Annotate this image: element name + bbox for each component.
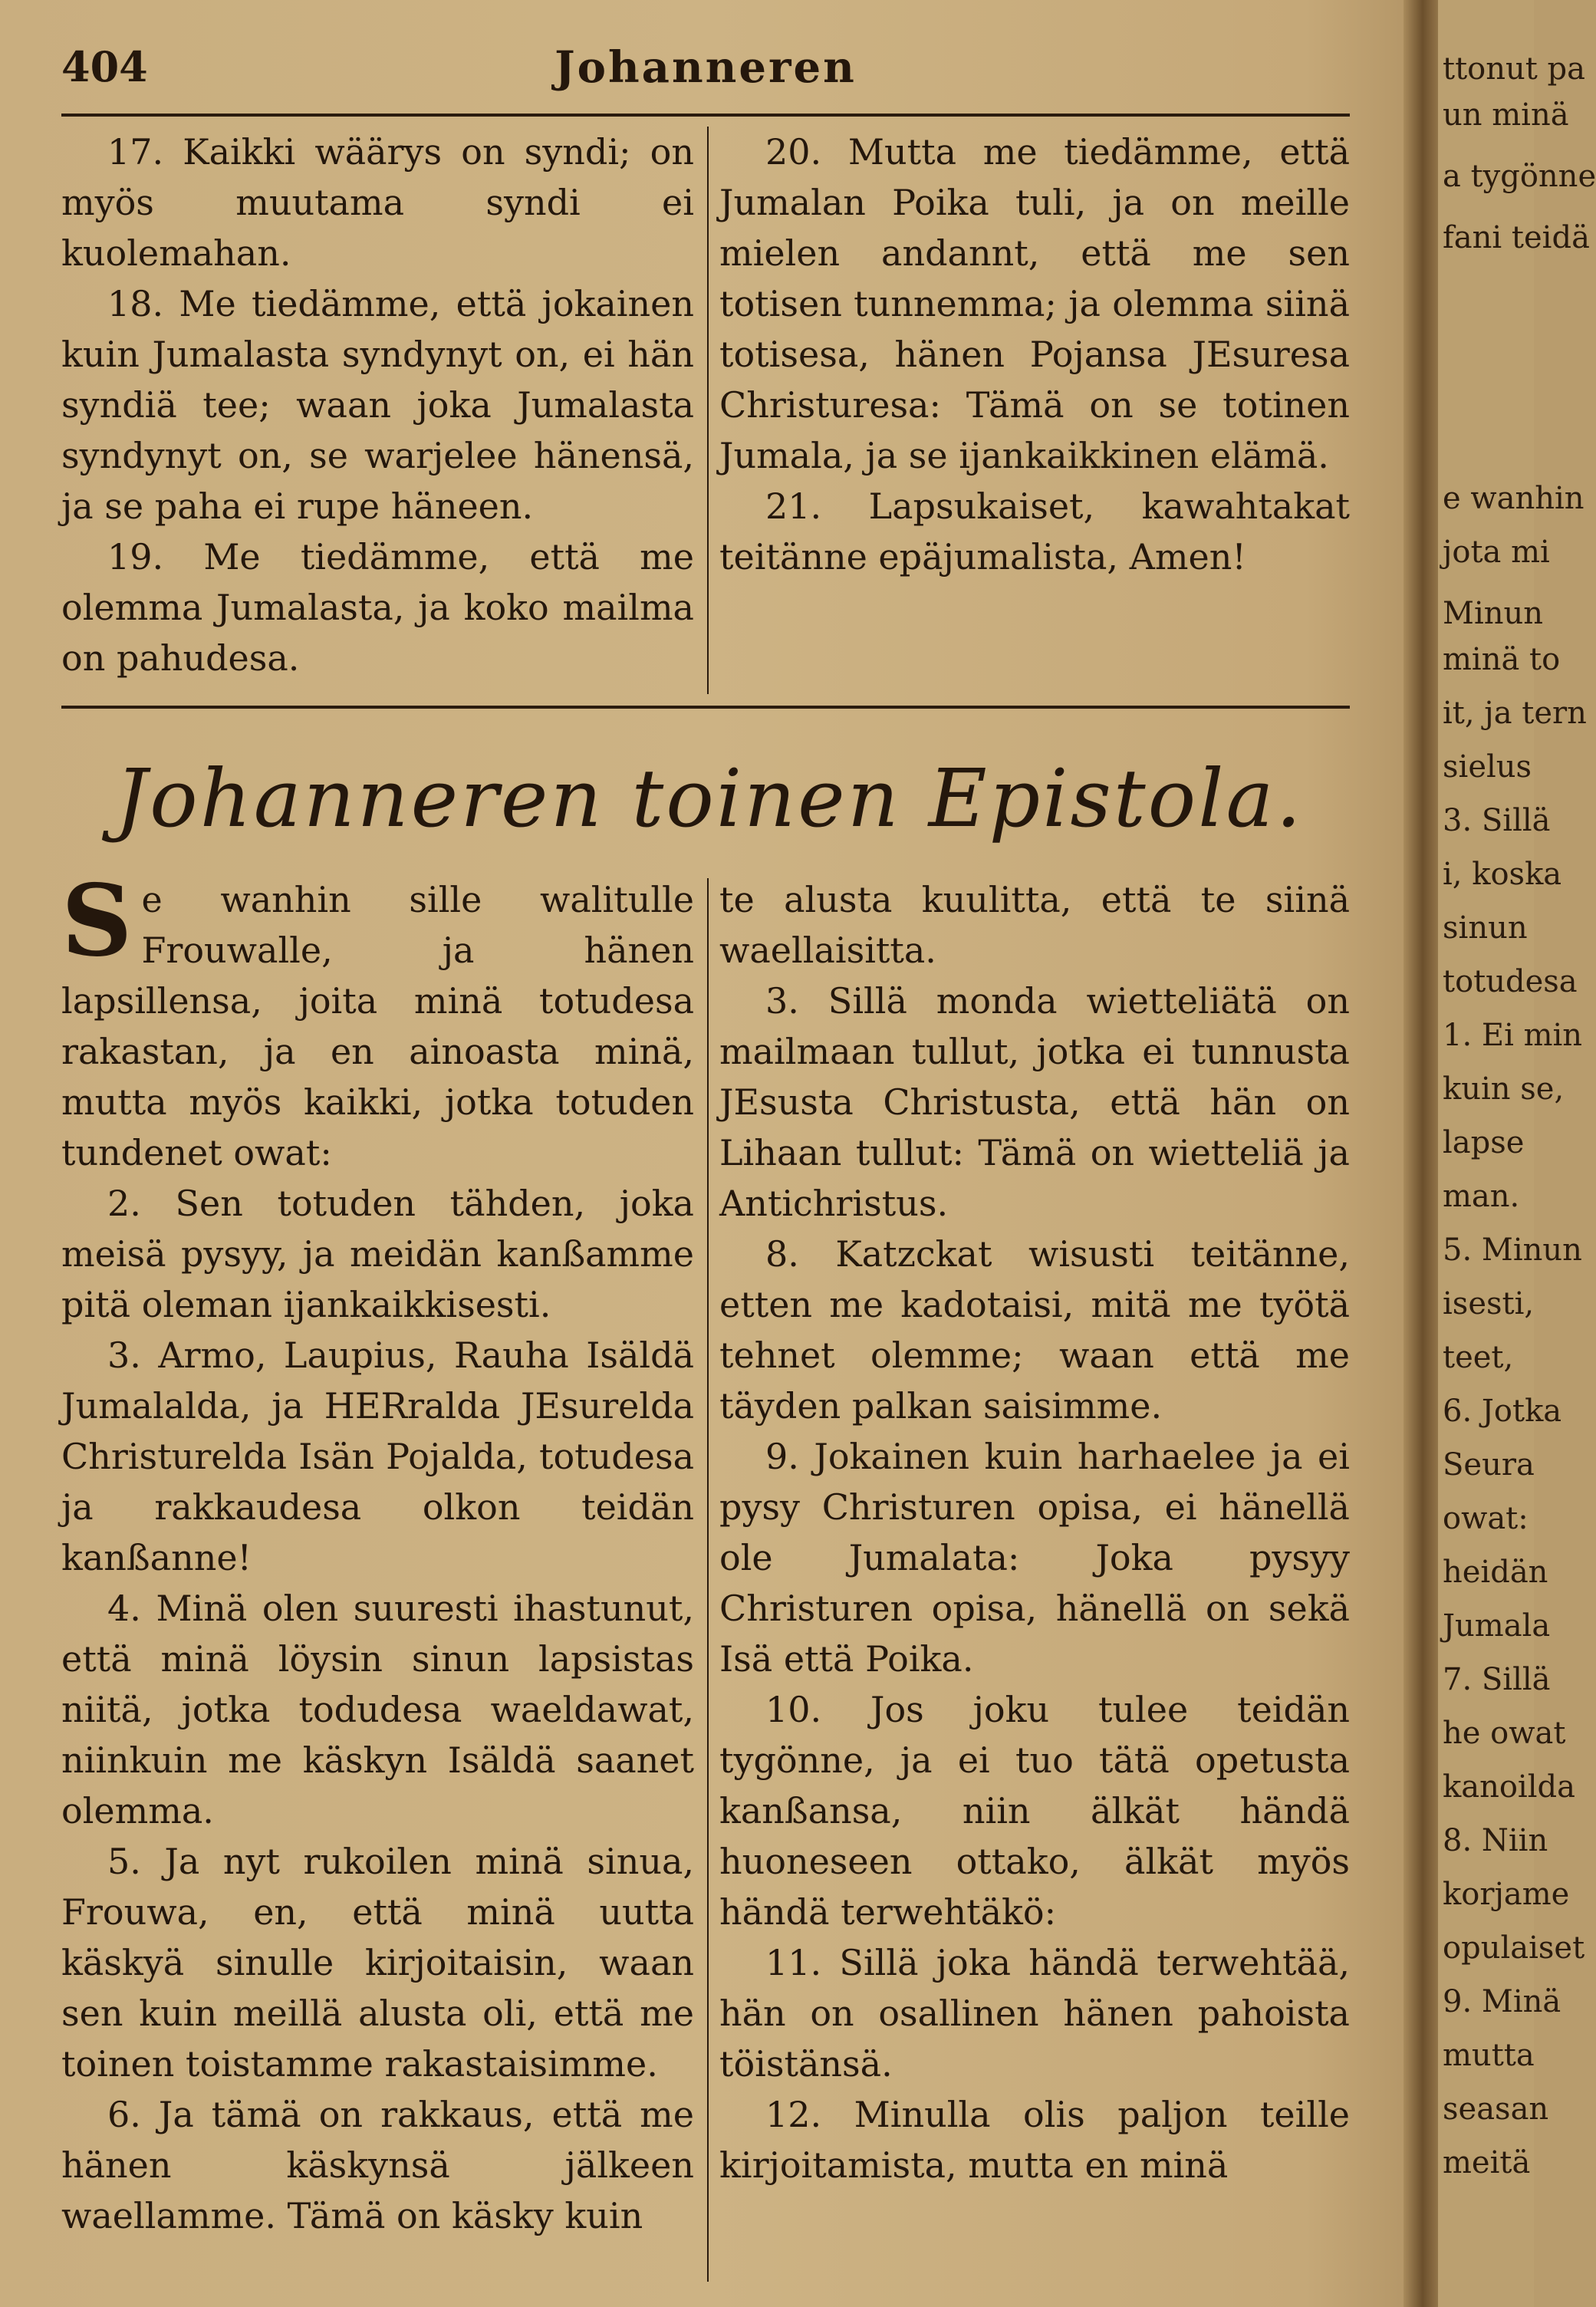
next-page-fragment: heidän [1443, 1555, 1548, 1590]
verse: 9. Jokainen kuin harhaelee ja ei pysy Christuren opisa, ei hänellä ole Jumalata: Joka pysyy Christuren opisa, hänellä on sekä Isä että Poika. [719, 1436, 1350, 1680]
verse: 10. Jos joku tulee teidän tygönne, ja ei tuo tätä opetusta kanßansa, niin älkät händä huoneseen ottako, älkät myös händä terwehtäkö: [719, 1689, 1350, 1933]
next-page-fragment: sielus [1443, 749, 1532, 785]
next-page-fragment: opulaiset [1443, 1930, 1585, 1966]
next-page-fragment: man. [1443, 1179, 1520, 1214]
verse: 2. Sen totuden tähden, joka meisä pysyy, ja meidän kanßamme pitä oleman ijankaikkisesti. [61, 1183, 694, 1325]
next-page-fragment: ttonut pa [1443, 51, 1585, 87]
next-page-fragment: he owat [1443, 1716, 1566, 1751]
next-page-fragment: it, ja tern [1443, 696, 1587, 731]
drop-cap: S [61, 864, 133, 979]
section-rule [61, 706, 1350, 709]
running-title: Johanneren [554, 42, 857, 93]
verse: te alusta kuulitta, että te siinä waellaisitta. [719, 879, 1350, 971]
verse: 6. Ja tämä on rakkaus, että me hänen käskynsä jälkeen waellamme. Tämä on käsky kuin [61, 2094, 694, 2236]
next-page-fragment: jota mi [1443, 535, 1550, 570]
next-page-edge [1438, 0, 1596, 2307]
book-gutter [1403, 0, 1442, 2307]
column-divider [707, 127, 709, 694]
verse-text: e wanhin sille walitulle Frouwalle, ja hänen lapsillensa, joita minä totudesa rakastan, ja en ainoasta minä, mutta myös kaikki, jotka totuden tundenet owat: [61, 879, 694, 1173]
verse: 5. Ja nyt rukoilen minä sinua, Frouwa, en, että minä uutta käskyä sinulle kirjoitaisin, waan sen kuin meillä alusta oli, että me toinen toistamme rakastaisimme. [61, 1841, 694, 2085]
next-page-fragment: minä to [1443, 642, 1561, 677]
next-page-fragment: kanoilda [1443, 1769, 1575, 1805]
next-page-fragment: Minun [1443, 596, 1544, 631]
next-page-fragment: Seura [1443, 1447, 1535, 1483]
next-page-fragment: isesti, [1443, 1286, 1535, 1321]
next-page-fragment: meitä [1443, 2145, 1531, 2180]
next-page-fragment: korjame [1443, 1877, 1570, 1912]
next-page-fragment: kuin se, [1443, 1071, 1565, 1107]
verse-1 [61, 864, 694, 1178]
next-page-fragment: Jumala [1443, 1608, 1551, 1644]
verse: 3. Sillä monda wietteliätä on mailmaan tullut, jotka ei tunnusta JEsusta Christusta, että hän on Lihaan tullut: Tämä on wietteliä ja Antichristus. [719, 980, 1350, 1224]
next-page-fragment: i, koska [1443, 857, 1562, 892]
verse: 19. Me tiedämme, että me olemma Jumalasta, ja koko mailma on pahudesa. [61, 536, 694, 679]
next-page-fragment: 9. Minä [1443, 1984, 1561, 2019]
verse: 12. Minulla olis paljon teille kirjoitamista, mutta en minä [719, 2094, 1350, 2186]
column-divider [707, 878, 709, 2282]
next-page-fragment: seasan [1443, 2091, 1549, 2127]
next-page-fragment: a tygönne [1443, 159, 1596, 194]
next-page-fragment: mutta [1443, 2038, 1535, 2073]
next-page-fragment: owat: [1443, 1501, 1529, 1536]
epistle-title: Johanneren toinen Epistola. [115, 752, 1304, 845]
next-page-fragment: teet, [1443, 1340, 1514, 1375]
next-page-fragment: sinun [1443, 910, 1528, 946]
verse: 8. Katzckat wisusti teitänne, etten me kadotaisi, mitä me työtä tehnet olemme; waan että me täyden palkan saisimme. [719, 1233, 1350, 1427]
next-page-fragment: 6. Jotka [1443, 1394, 1562, 1429]
next-page-fragment: un minä [1443, 97, 1569, 133]
page-header [61, 42, 1350, 104]
next-page-fragment: 3. Sillä [1443, 803, 1551, 838]
verse: 4. Minä olen suuresti ihastunut, että minä löysin sinun lapsistas niitä, jotka todudesa waeldawat, niinkuin me käskyn Isäldä saanet olemma. [61, 1588, 694, 1831]
left-column [61, 864, 694, 2241]
verse: 3. Armo, Laupius, Rauha Isäldä Jumalalda, ja HERralda JEsurelda Christurelda Isän Pojalda, totudesa ja rakkaudesa olkon teidän kanßanne! [61, 1335, 694, 1578]
next-page-fragment: 8. Niin [1443, 1823, 1548, 1858]
next-page-fragment: totudesa [1443, 964, 1578, 999]
next-page-fragment: 7. Sillä [1443, 1662, 1551, 1697]
top-left-column [61, 127, 694, 683]
verse: 17. Kaikki wäärys on syndi; on myös muutama syndi ei kuolemahan. [61, 131, 694, 274]
verse: 18. Me tiedämme, että jokainen kuin Jumalasta syndynyt on, ei hän syndiä tee; waan joka Jumalasta syndynyt on, se warjelee hänensä, ja se paha ei rupe häneen. [61, 283, 694, 527]
verse: 11. Sillä joka händä terwehtää, hän on osallinen hänen pahoista töistänsä. [719, 1942, 1350, 2085]
page-number: 404 [61, 42, 148, 91]
next-page-fragment: 5. Minun [1443, 1232, 1582, 1268]
next-page-fragment: fani teidä [1443, 220, 1590, 255]
right-column [719, 874, 1350, 2190]
header-rule [61, 114, 1350, 117]
verse: 20. Mutta me tiedämme, että Jumalan Poika tuli, ja on meille mielen andannt, että me sen totisen tunnemma; ja olemma siinä totisesa, hänen Pojansa JEsuresa Christuresa: Tämä on se totinen Jumala, ja se ijankaikkinen elämä. [719, 131, 1350, 476]
verse: 21. Lapsukaiset, kawahtakat teitänne epäjumalista, Amen! [719, 485, 1350, 578]
next-page-fragment: lapse [1443, 1125, 1525, 1160]
next-page-fragment: e wanhin [1443, 481, 1584, 516]
next-page-fragment: 1. Ei min [1443, 1018, 1583, 1053]
top-right-column [719, 127, 1350, 582]
